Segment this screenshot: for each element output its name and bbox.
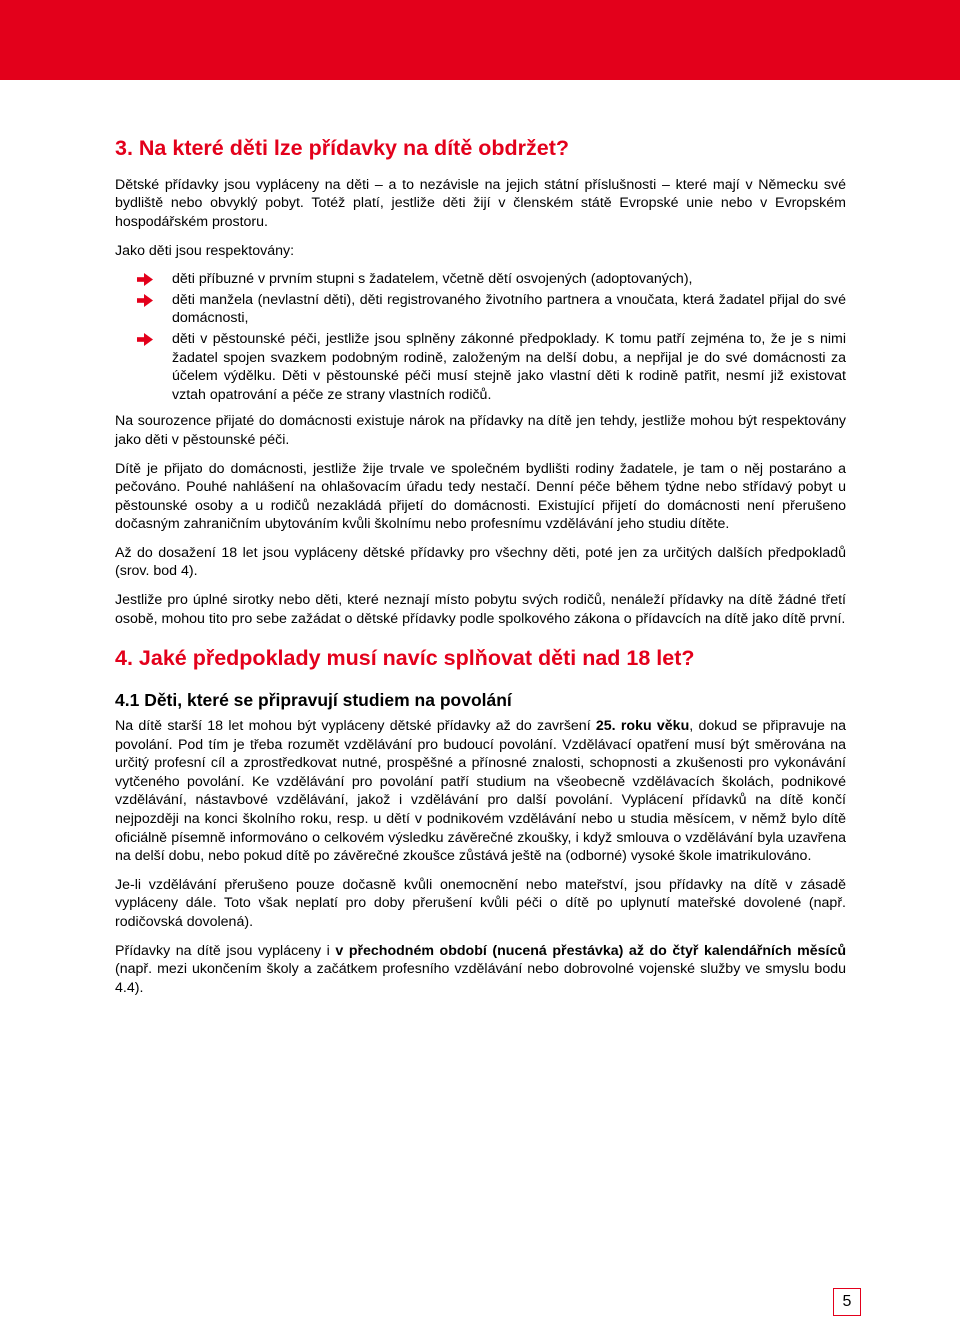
list-item-text: děti manžela (nevlastní děti), děti registrovaného životního partnera a vnoučata, která žadatel přijal do své domácnosti, xyxy=(172,291,846,327)
list-item-text: děti v pěstounské péči, jestliže jsou splněny zákonné předpoklady. K tomu patří zejména to, že je s nimi žadatel spojen svazkem podobným rodině, založeným na delší dobu, a nepřijal je do své domácnosti za účelem výdělku. Děti v pěstounské péči musí stejně jako vlastní děti k rodině patřit, nesmí již existovat vztah opatrování a péče ze strany vlastních rodičů. xyxy=(172,330,846,403)
bold-text: v přechodném období (nucená přestávka) až do čtyř kalendářních měsíců xyxy=(335,942,846,959)
section-4-1-heading: 4.1 Děti, které se připravují studiem na povolání xyxy=(115,690,512,711)
text-run: Na dítě starší 18 let mohou být vypláceny dětské přídavky až do završení xyxy=(115,718,596,735)
respected-children-list xyxy=(115,270,846,404)
list-item-text: děti příbuzné v prvním stupni s žadatelem, včetně dětí osvojených (adoptovaných), xyxy=(172,271,693,288)
arrow-right-icon xyxy=(137,273,153,286)
arrow-right-icon xyxy=(137,294,153,307)
paragraph: Dětské přídavky jsou vypláceny na děti – a to nezávisle na jejich státní příslušnosti – které mají v Německu své bydliště nebo obvyklý pobyt. Totéž platí, jestliže děti žijí v členském státě Evropské unie nebo v Evropském hospodářském prostoru. xyxy=(115,176,846,230)
list-item xyxy=(115,270,846,289)
section-3-heading: 3. Na které děti lze přídavky na dítě obdržet? xyxy=(115,136,570,160)
section-4-heading: 4. Jaké předpoklady musí navíc splňovat děti nad 18 let? xyxy=(115,646,695,671)
text-run: , dokud se připravuje na povolání. Pod tím je třeba rozumět vzdělávání pro budoucí povolání. Vzdělávací opatření musí být směrována na určitý profesní cíl a zprostředkovat nutné, prospěšné a přínosné znalosti, schopnosti a zkušenosti pro vykonávání vytčeného povolání. Ke vzdělávání pro povolání patří studium na všeobecně vzdělávacích školách, podnikové vzdělávání, nástavbové vzdělávání, jakož i vzdělávání pro další povolání. Vyplácení přídavků na dítě končí nejpozději na konci školního roku, resp. u dětí v podnikovém vzdělávání nebo u studia měsícem, v němž bylo dítě oficiálně písemně informováno o celkovém výsledku závěrečné zkoušky, i když smlouva o vzdělávání byla uzavřena na delší dobu, nebo pokud dítě po závěrečné zkoušce zůstává ještě na (odborné) vysoké škole imatrikulováno. xyxy=(115,718,846,865)
page-number: 5 xyxy=(833,1288,861,1316)
text-run: (např. mezi ukončením školy a začátkem profesního vzdělávání nebo dobrovolné vojenské služby ve smyslu bodu 4.4). xyxy=(115,961,846,996)
text-run: Přídavky na dítě jsou vypláceny i xyxy=(115,942,336,959)
list-item xyxy=(115,330,846,404)
paragraph: Jestliže pro úplné sirotky nebo děti, které neznají místo pobytu svých rodičů, nenáleží přídavky na dítě žádné třetí osobě, mohou tito pro sebe zažádat o dětské přídavky podle spolkového zákona o přídavcích na dítě jako dítě první. xyxy=(115,592,846,627)
arrow-right-icon xyxy=(137,333,153,346)
paragraph: Na sourozence přijaté do domácnosti existuje nárok na přídavky na dítě jen tehdy, jestliže mohou být respektovány jako děti v pěstounské péči. xyxy=(115,413,846,448)
top-red-banner xyxy=(0,0,960,80)
paragraph xyxy=(115,717,846,866)
paragraph: Jako děti jsou respektovány: xyxy=(115,242,295,259)
paragraph: Je-li vzdělávání přerušeno pouze dočasně kvůli onemocnění nebo mateřství, jsou přídavky na dítě v zásadě vypláceny dále. Toto však neplatí pro doby přerušení kvůli péči o dítě po uplynutí mateřské dovolené (např. rodičovská dovolená). xyxy=(115,876,846,930)
page-content xyxy=(115,118,846,1007)
paragraph: Dítě je přijato do domácnosti, jestliže žije trvale ve společném bydlišti rodiny žadatele, je tam o něj postaráno a pečováno. Pouhé nahlášení na ohlašovacím úřadu tedy nestačí. Denní péče během týdne nebo střídavý pobyt u pěstounské osoby a u rodičů nezakládá přijetí do domácnosti. Existující přijetí do domácnosti není přerušeno dočasným zahraničním ubytováním kvůli školnímu nebo profesnímu vzdělávání jeho studiu dítěte. xyxy=(115,460,846,533)
paragraph: Až do dosažení 18 let jsou vypláceny dětské přídavky pro všechny děti, poté jen za určitých dalších předpokladů (srov. bod 4). xyxy=(115,544,846,580)
paragraph xyxy=(115,942,846,998)
list-item xyxy=(115,291,846,328)
bold-text: 25. roku věku xyxy=(595,718,690,735)
